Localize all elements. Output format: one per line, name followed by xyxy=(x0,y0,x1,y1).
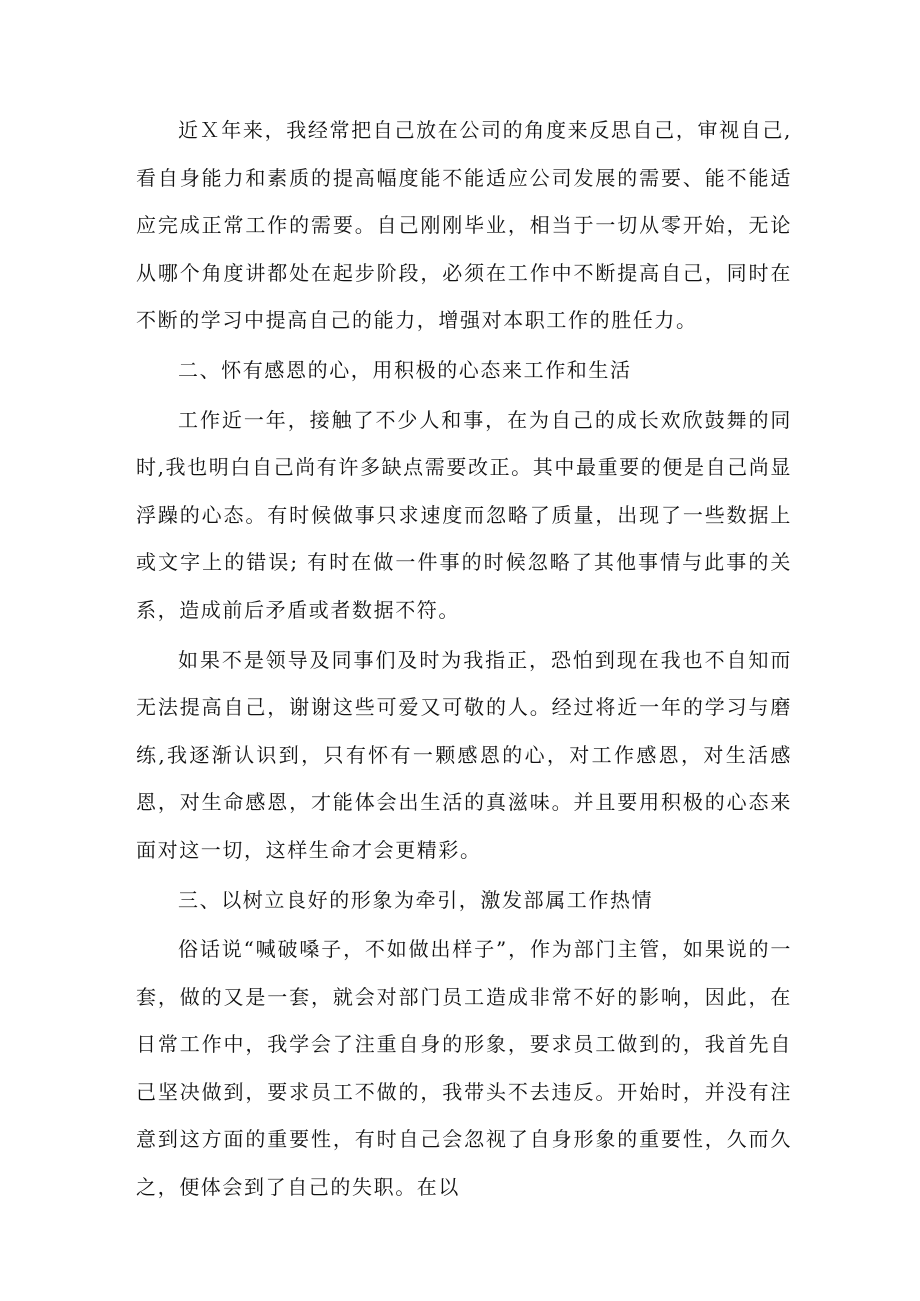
paragraph-self-reflection: 近Ｘ年来，我经常把自己放在公司的角度来反思自己，审视自己,看自身能力和素质的提高幅度能不能适应公司发展的需要、能不能适应完成正常工作的需要。自己刚刚毕业，相当于一切从零开始，无论从哪个角度讲都处在起步阶段，必须在工作中不断提高自己，同时在不断的学习中提高自己的能力，增强对本职工作的胜任力。 xyxy=(136,118,792,333)
section-heading-gratitude: 二、怀有感恩的心，用积极的心态来工作和生活 xyxy=(178,357,632,382)
section-heading-image: 三、以树立良好的形象为牵引，激发部属工作热情 xyxy=(178,887,654,912)
paragraph-lead-by-example: 俗话说“喊破嗓子，不如做出样子”，作为部门主管，如果说的一套，做的又是一套，就会对部门员工造成非常不好的影响，因此，在日常工作中，我学会了注重自身的形象，要求员工做到的，我首先自己坚决做到，要求员工不做的，我带头不去违反。开始时，并没有注意到这方面的重要性，有时自己会忽视了自身形象的重要性，久而久之，便体会到了自己的失职。在以 xyxy=(136,937,792,1200)
paragraph-work-year: 工作近一年，接触了不少人和事，在为自己的成长欢欣鼓舞的同时,我也明白自己尚有许多缺点需要改正。其中最重要的便是自己尚显浮躁的心态。有时候做事只求速度而忽略了质量，出现了一些数据上或文字上的错误; 有时在做一件事的时候忽略了其他事情与此事的关系，造成前后矛盾或者数据不符。 xyxy=(136,407,792,622)
paragraph-thanks-colleagues: 如果不是领导及同事们及时为我指正，恐怕到现在我也不自知而无法提高自己，谢谢这些可爱又可敬的人。经过将近一年的学习与磨练,我逐渐认识到，只有怀有一颗感恩的心，对工作感恩，对生活感恩，对生命感恩，才能体会出生活的真滋味。并且要用积极的心态来面对这一切，这样生命才会更精彩。 xyxy=(136,647,792,862)
